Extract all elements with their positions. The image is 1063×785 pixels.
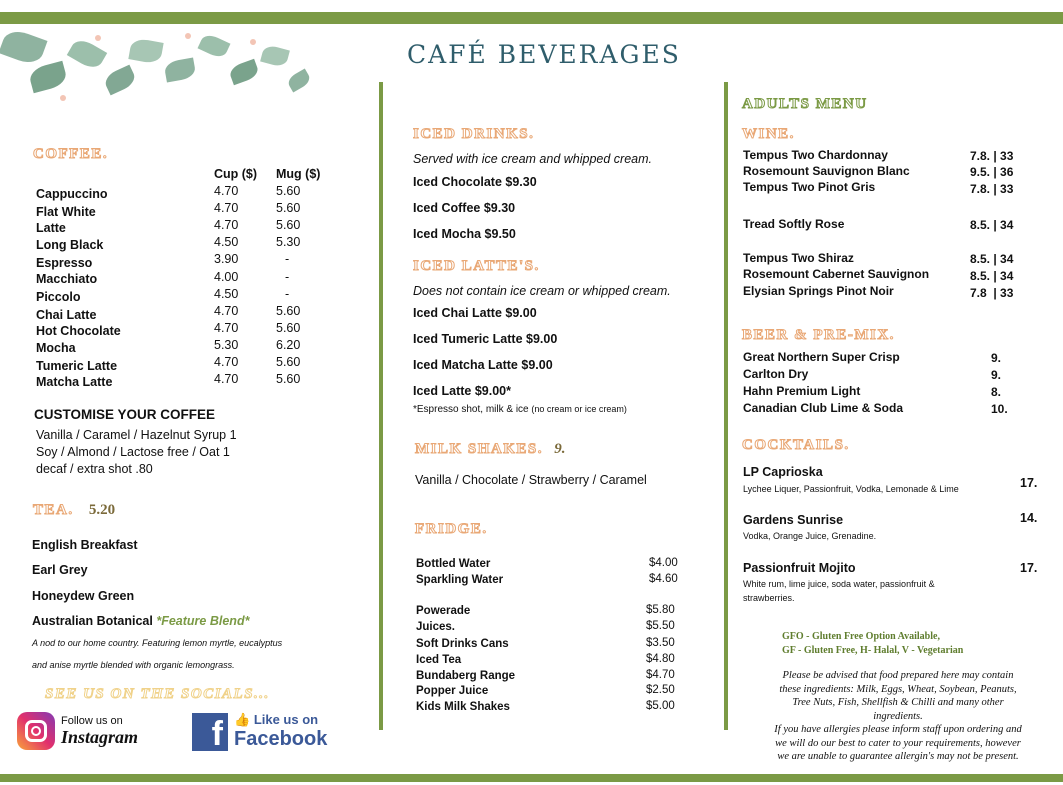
coffee-item-mug: 6.20 xyxy=(276,338,301,352)
allergy-line: ingredients. xyxy=(873,710,923,722)
instagram-name: Instagram xyxy=(61,726,139,747)
dietary-key: GFO - Gluten Free Option Available, xyxy=(782,631,940,642)
coffee-item-name: Hot Chocolate xyxy=(36,324,121,338)
coffee-item-name: Espresso xyxy=(36,256,93,270)
milkshakes-heading-label: MILK SHAKES. xyxy=(415,441,544,457)
coffee-item-mug: - xyxy=(285,287,290,301)
facebook-icon: f xyxy=(192,713,228,751)
iced-lattes-heading: ICED LATTE'S. xyxy=(413,258,540,274)
fridge-price: $2.50 xyxy=(646,684,675,696)
coffee-item-mug: - xyxy=(285,270,290,284)
coffee-item-mug: 5.60 xyxy=(276,304,301,318)
milkshakes-flavours: Vanilla / Chocolate / Strawberry / Caramel xyxy=(415,473,647,487)
facebook-like-text xyxy=(234,712,327,728)
bottom-border-bar xyxy=(0,774,1063,782)
coffee-item-cup: 4.50 xyxy=(214,235,239,249)
coffee-item-mug: 5.60 xyxy=(276,218,301,232)
adults-menu-heading: ADULTS MENU xyxy=(742,96,868,112)
coffee-item-cup: 4.00 xyxy=(214,270,239,284)
coffee-item-cup: 4.70 xyxy=(214,218,239,232)
fridge-item: Bottled Water xyxy=(416,558,491,570)
iced-drinks-note: Served with ice cream and whipped cream. xyxy=(413,152,653,166)
milkshakes-heading xyxy=(415,441,566,458)
cocktail-description: Lychee Liquer, Passionfruit, Vodka, Lemonade & Lime xyxy=(743,484,959,494)
instagram-follow-text: Follow us on xyxy=(61,714,123,727)
allergy-notice xyxy=(736,669,1060,764)
beer-item: Carlton Dry xyxy=(743,367,809,381)
tea-item-australian-botanical xyxy=(32,614,249,628)
tea-heading xyxy=(33,502,115,519)
cocktail-name: Passionfruit Mojito xyxy=(743,561,856,575)
customise-line: decaf / extra shot .80 xyxy=(36,462,153,476)
tea-feature-label: *Feature Blend* xyxy=(156,614,250,628)
iced-latte-item: Iced Matcha Latte $9.00 xyxy=(413,358,553,372)
cocktail-description: White rum, lime juice, soda water, passionfruit & xyxy=(743,579,935,589)
allergy-line: Tree Nuts, Fish, Shellfish & Chilli and many other xyxy=(792,697,1004,708)
eucalyptus-decoration xyxy=(0,25,320,115)
cocktail-name: Gardens Sunrise xyxy=(743,513,844,527)
coffee-item-cup: 4.50 xyxy=(214,287,239,301)
wine-item: Tempus Two Chardonnay xyxy=(743,148,888,162)
wine-item: Tempus Two Pinot Gris xyxy=(743,180,876,194)
fridge-item: Powerade xyxy=(416,605,471,617)
coffee-item-cup: 3.90 xyxy=(214,252,239,266)
fridge-item: Popper Juice xyxy=(416,685,489,697)
iced-latte-footnote-small: (no cream or ice cream) xyxy=(531,404,627,414)
tea-heading-label: TEA. xyxy=(33,502,74,518)
coffee-item-cup: 4.70 xyxy=(214,201,239,215)
wine-price: 8.5. | 34 xyxy=(970,269,1014,283)
iced-latte-item: Iced Tumeric Latte $9.00 xyxy=(413,332,558,346)
wine-item: Elysian Springs Pinot Noir xyxy=(743,284,894,298)
wine-price: 9.5. | 36 xyxy=(970,165,1014,179)
cocktail-name: LP Caprioska xyxy=(743,465,823,479)
fridge-item: Soft Drinks Cans xyxy=(416,638,509,650)
coffee-col-cup: Cup ($) xyxy=(214,167,258,181)
facebook-link[interactable] xyxy=(192,712,327,751)
coffee-item-name: Macchiato xyxy=(36,272,98,286)
tea-item: Australian Botanical xyxy=(32,614,153,628)
coffee-item-cup: 5.30 xyxy=(214,338,239,352)
wine-item: Tread Softly Rose xyxy=(743,217,845,231)
cocktail-price: 17. xyxy=(1020,476,1038,490)
allergy-line: Please be advised that food prepared here may contain xyxy=(782,670,1014,681)
thumbs-up-icon: 👍 xyxy=(234,712,251,727)
page-title: CAFÉ BEVERAGES xyxy=(407,40,681,69)
iced-drinks-heading: ICED DRINKS. xyxy=(413,126,535,142)
beer-price: 8. xyxy=(991,385,1002,399)
allergy-line: these ingredients: Milk, Eggs, Wheat, Soybean, Peanuts, xyxy=(779,683,1017,695)
wine-price: 7.8. | 33 xyxy=(970,182,1014,196)
facebook-like-label: Like us on xyxy=(253,712,319,727)
customise-line: Soy / Almond / Lactose free / Oat 1 xyxy=(36,445,230,459)
fridge-price: $4.80 xyxy=(646,653,675,665)
cocktails-heading: COCKTAILS. xyxy=(742,437,850,453)
iced-lattes-note: Does not contain ice cream or whipped cream. xyxy=(413,284,671,298)
iced-drink-item: Iced Chocolate $9.30 xyxy=(413,175,537,189)
milkshakes-price: 9. xyxy=(554,441,566,457)
coffee-item-mug: 5.60 xyxy=(276,321,301,335)
wine-heading: WINE. xyxy=(742,126,795,142)
instagram-icon xyxy=(17,712,55,750)
coffee-item-name: Matcha Latte xyxy=(36,375,113,389)
instagram-link[interactable] xyxy=(17,712,138,750)
coffee-item-mug: 5.60 xyxy=(276,201,301,215)
wine-item: Rosemount Sauvignon Blanc xyxy=(743,164,910,178)
beer-item: Hahn Premium Light xyxy=(743,384,861,398)
fridge-price: $5.80 xyxy=(646,604,675,616)
coffee-item-mug: 5.60 xyxy=(276,372,301,386)
facebook-name: Facebook xyxy=(234,728,328,750)
coffee-item-name: Mocha xyxy=(36,341,76,355)
fridge-price: $5.50 xyxy=(646,620,675,632)
wine-price: 7.8. | 33 xyxy=(970,149,1014,163)
column-divider-right xyxy=(724,82,728,730)
beer-price: 9. xyxy=(991,351,1002,365)
coffee-item-name: Long Black xyxy=(36,238,104,252)
cocktail-price: 17. xyxy=(1020,561,1038,575)
dietary-key: GF - Gluten Free, H- Halal, V - Vegetarian xyxy=(782,645,964,656)
wine-price: 7.8 | 33 xyxy=(970,286,1014,300)
top-border-bar xyxy=(0,12,1063,24)
customise-heading: CUSTOMISE YOUR COFFEE xyxy=(34,407,216,422)
coffee-item-name: Chai Latte xyxy=(36,308,97,322)
fridge-item: Kids Milk Shakes xyxy=(416,701,510,713)
fridge-item: Juices. xyxy=(416,621,455,633)
iced-latte-item: Iced Latte $9.00* xyxy=(413,384,511,398)
fridge-item: Iced Tea xyxy=(416,654,462,666)
beer-price: 9. xyxy=(991,368,1002,382)
fridge-item: Bundaberg Range xyxy=(416,670,516,682)
coffee-item-name: Flat White xyxy=(36,205,96,219)
coffee-item-name: Tumeric Latte xyxy=(36,359,118,373)
fridge-price: $4.70 xyxy=(646,669,675,681)
tea-item: English Breakfast xyxy=(32,538,138,552)
coffee-item-name: Piccolo xyxy=(36,290,81,304)
tea-item: Honeydew Green xyxy=(32,589,135,603)
wine-item: Rosemount Cabernet Sauvignon xyxy=(743,267,930,281)
coffee-heading: COFFEE. xyxy=(33,146,109,162)
tea-price: 5.20 xyxy=(88,502,116,518)
beer-premix-heading: BEER & PRE-MIX. xyxy=(742,327,895,343)
coffee-item-cup: 4.70 xyxy=(214,372,239,386)
coffee-item-cup: 4.70 xyxy=(214,355,239,369)
fridge-price: $5.00 xyxy=(646,700,675,712)
fridge-heading: FRIDGE. xyxy=(415,521,488,537)
column-divider-left xyxy=(379,82,383,730)
fridge-price: $4.00 xyxy=(649,557,678,569)
coffee-col-mug: Mug ($) xyxy=(276,167,321,181)
iced-drink-item: Iced Mocha $9.50 xyxy=(413,227,516,241)
allergy-line: If you have allergies please inform staff upon ordering and xyxy=(774,724,1022,735)
customise-line: Vanilla / Caramel / Hazelnut Syrup 1 xyxy=(36,428,237,442)
fridge-price: $4.60 xyxy=(649,573,678,585)
coffee-item-mug: 5.30 xyxy=(276,235,301,249)
beer-item: Great Northern Super Crisp xyxy=(743,350,900,364)
iced-latte-item: Iced Chai Latte $9.00 xyxy=(413,306,537,320)
iced-drink-item: Iced Coffee $9.30 xyxy=(413,201,516,215)
fridge-price: $3.50 xyxy=(646,637,675,649)
allergy-line: we are unable to guarantee allergin's may not be present. xyxy=(777,751,1019,762)
wine-price: 8.5. | 34 xyxy=(970,218,1014,232)
beer-item: Canadian Club Lime & Soda xyxy=(743,401,904,415)
cocktail-price: 14. xyxy=(1020,511,1038,525)
coffee-item-cup: 4.70 xyxy=(214,321,239,335)
coffee-item-name: Latte xyxy=(36,221,66,235)
tea-description: and anise myrtle blended with organic lemongrass. xyxy=(32,660,235,670)
iced-latte-footnote xyxy=(413,404,627,415)
coffee-item-cup: 4.70 xyxy=(214,304,239,318)
cocktail-description: Vodka, Orange Juice, Grenadine. xyxy=(743,531,877,541)
coffee-item-mug: 5.60 xyxy=(276,355,301,369)
fridge-item: Sparkling Water xyxy=(416,574,504,586)
beer-price: 10. xyxy=(991,402,1008,416)
wine-price: 8.5. | 34 xyxy=(970,252,1014,266)
allergy-line: we will do our best to cater to your requirements, however xyxy=(775,737,1021,749)
wine-item: Tempus Two Shiraz xyxy=(743,251,854,265)
socials-heading: SEE US ON THE SOCIALS... xyxy=(45,686,270,702)
coffee-item-cup: 4.70 xyxy=(214,184,239,198)
cocktail-description: strawberries. xyxy=(743,593,795,603)
coffee-item-mug: 5.60 xyxy=(276,184,301,198)
iced-latte-footnote-text: *Espresso shot, milk & ice xyxy=(413,404,529,415)
coffee-item-mug: - xyxy=(285,252,290,266)
tea-description: A nod to our home country. Featuring lemon myrtle, eucalyptus xyxy=(32,638,283,648)
coffee-item-name: Cappuccino xyxy=(36,187,108,201)
tea-item: Earl Grey xyxy=(32,563,88,577)
